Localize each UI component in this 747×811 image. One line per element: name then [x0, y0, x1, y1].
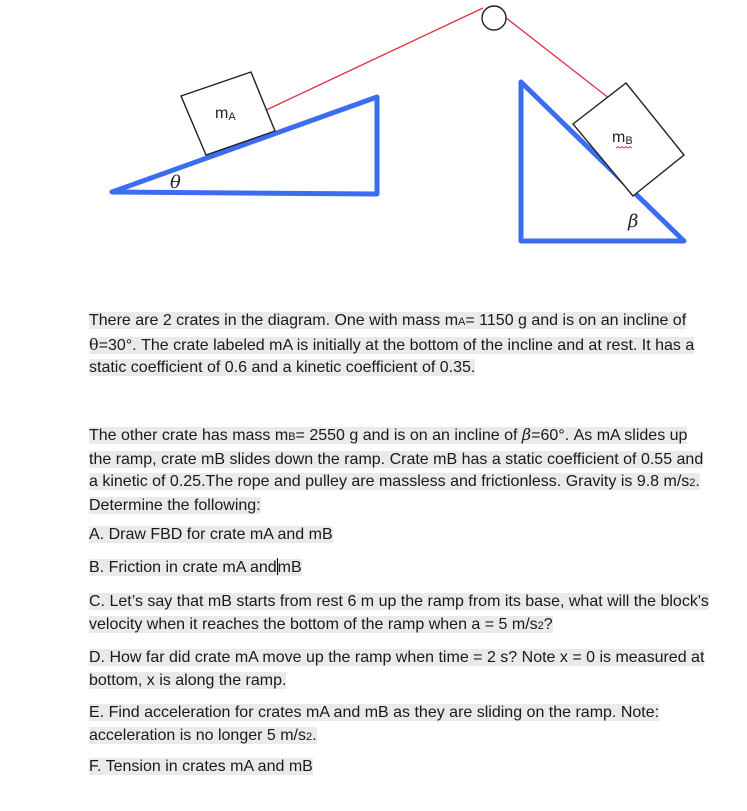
pulley [482, 6, 506, 30]
beta-label: β [628, 211, 639, 232]
crate-a-label: mA [215, 105, 236, 123]
question-e: E. Find acceleration for crates mA and mB as they are sliding on the ramp. Note: acceleration is no longer 5 m/s2. [89, 704, 660, 744]
question-f: F. Tension in crates mA and mB [89, 758, 313, 775]
crate-a-label-sub: A [228, 111, 236, 123]
paragraph-1: There are 2 crates in the diagram. One with mass mA= 1150 g and is on an incline of θ=30°. The crate labeled mA is initially at the bottom of the incline and at rest. It has a static coefficient of 0.6 and a kinetic coefficient of 0.35. [89, 312, 695, 376]
paragraph-2: The other crate has mass mB= 2550 g and is on an incline of β=60°. As mA slides up the ramp, crate mB slides down the ramp. Crate mB has a static coefficient of 0.55 and a kinetic of 0.25.The rope and pulley are massless and frictionless. Gravity is 9.8 m/s2. Determine the following: [89, 425, 704, 514]
theta-label: θ [170, 172, 181, 193]
crate-b-label-sub: B [625, 135, 633, 147]
question-b: B. Friction in crate mA andmB [89, 559, 302, 576]
incline-pulley-diagram [0, 0, 747, 300]
crate-b-label: mB [612, 129, 633, 147]
question-c: C. Let’s say that mB starts from rest 6 m up the ramp from its base, what will the block's velocity when it reaches the bottom of the ramp when a = 5 m/s2? [89, 593, 709, 633]
question-d: D. How far did crate mA move up the ramp when time = 2 s? Note x = 0 is measured at bottom, x is along the ramp. [89, 649, 705, 689]
question-a: A. Draw FBD for crate mA and mB [89, 526, 333, 543]
